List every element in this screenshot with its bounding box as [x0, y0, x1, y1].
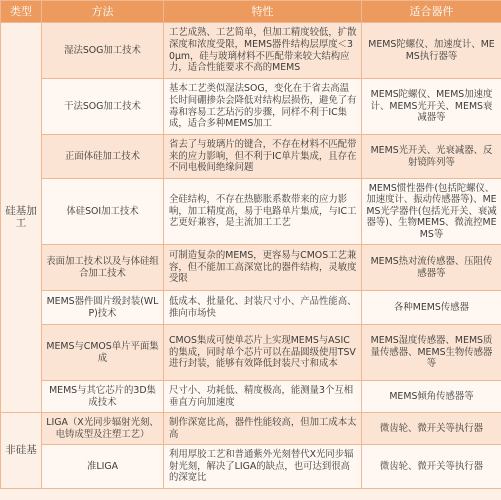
method-cell: 体硅SOI加工技术 — [42, 179, 164, 245]
method-cell: MEMS与CMOS单片平面集成 — [42, 325, 164, 381]
table-row — [1, 23, 501, 79]
device-cell: MEMS光开关、光衰减器、反射镜阵列等 — [362, 135, 501, 179]
table-row — [1, 445, 501, 489]
header-row — [1, 1, 501, 23]
method-cell: MEMS与其它芯片的3D集成技术 — [42, 381, 164, 413]
table-row — [1, 179, 501, 245]
device-cell: MEMS陀螺仪、加速度计、MEMS执行器等 — [362, 23, 501, 79]
device-cell: 微齿轮、微开关等执行器 — [362, 445, 501, 489]
feature-cell: 低成本、批量化、封装尺寸小、产品性能高、推向市场快 — [164, 291, 362, 325]
device-cell: MEMS倾角传感器等 — [362, 381, 501, 413]
device-cell: MEMS陀螺仪、MEMS加速度计、MEMS光开关、MEMS衰减器等 — [362, 79, 501, 135]
device-cell: MEMS湿度传感器、MEMS质量传感器、MEMS生物传感器等 — [362, 325, 501, 381]
method-cell: 准LIGA — [42, 445, 164, 489]
feature-cell: 利用厚胶工艺和普通紫外光刻替代X光同步辐射光刻，解决了LIGA的缺点，也可达到很高的深宽比 — [164, 445, 362, 489]
table-row — [1, 325, 501, 381]
method-cell: MEMS器件圆片级封装(WLP)技术 — [42, 291, 164, 325]
table-row — [1, 291, 501, 325]
group-label-silicon: 硅基加工 — [1, 23, 42, 413]
header-feature: 特性 — [164, 1, 362, 23]
group-label-non-silicon: 非硅基 — [1, 413, 42, 489]
feature-cell: 尺寸小、功耗低、精度极高，能测量3个互相垂直方向加速度 — [164, 381, 362, 413]
method-cell: 湿法SOG加工技术 — [42, 23, 164, 79]
feature-cell: CMOS集成可使单芯片上实现MEMS与ASIC的集成，同时单个芯片可以在晶圆级使用TSV进行封装，能够有效降低封装尺寸和成本 — [164, 325, 362, 381]
device-cell: MEMS惯性器件(包括陀螺仪、加速度计、振动传感器等)、MEMS光学器件(包括光开关、衰减器等)、生物MEMS、微流控MEMS等 — [362, 179, 501, 245]
table-row — [1, 245, 501, 291]
header-type: 类型 — [1, 1, 42, 23]
feature-cell: 工艺成熟、工艺简单，但加工精度较低，扩散深度和浓度受限，MEMS器件结构层厚度＜30μm，硅与玻璃材料不匹配带来较大结构应力，适合性能要求不高的MEMS — [164, 23, 362, 79]
device-cell: 各种MEMS传感器 — [362, 291, 501, 325]
device-cell: 微齿轮、微开关等执行器 — [362, 413, 501, 445]
feature-cell: 基本工艺类似湿法SOG，变化在于省去高温长时间硼掺杂会降低对结构层损伤，避免了有毒和容易工艺玷污的步骤，同样不利于IC集成，适合多种MEMS加工 — [164, 79, 362, 135]
table-row — [1, 381, 501, 413]
feature-cell: 省去了与玻璃片的键合，不存在材料不匹配带来的应力影响，但不利于IC单片集成，且存在不同电极间绝缘问题 — [164, 135, 362, 179]
feature-cell: 可制造复杂的MEMS，更容易与CMOS工艺兼容，但不能加工高深宽比的器件结构，灵敏度受限 — [164, 245, 362, 291]
feature-cell: 全硅结构，不存在热膨胀系数带来的应力影响，加工精度高，易于电路单片集成，与IC工艺更好兼容，是主流加工工艺 — [164, 179, 362, 245]
table-row — [1, 135, 501, 179]
method-cell: 正面体硅加工技术 — [42, 135, 164, 179]
header-device: 适合器件 — [362, 1, 501, 23]
header-method: 方法 — [42, 1, 164, 23]
table-row — [1, 413, 501, 445]
method-cell: LIGA（X光同步辐射光刻、电铸成型及注塑工艺） — [42, 413, 164, 445]
table-row — [1, 79, 501, 135]
device-cell: MEMS热对流传感器、压阻传感器等 — [362, 245, 501, 291]
method-cell: 表面加工技术以及与体硅组合加工技术 — [42, 245, 164, 291]
method-cell: 干法SOG加工技术 — [42, 79, 164, 135]
feature-cell: 制作深宽比高，器件性能较高，但加工成本太高 — [164, 413, 362, 445]
